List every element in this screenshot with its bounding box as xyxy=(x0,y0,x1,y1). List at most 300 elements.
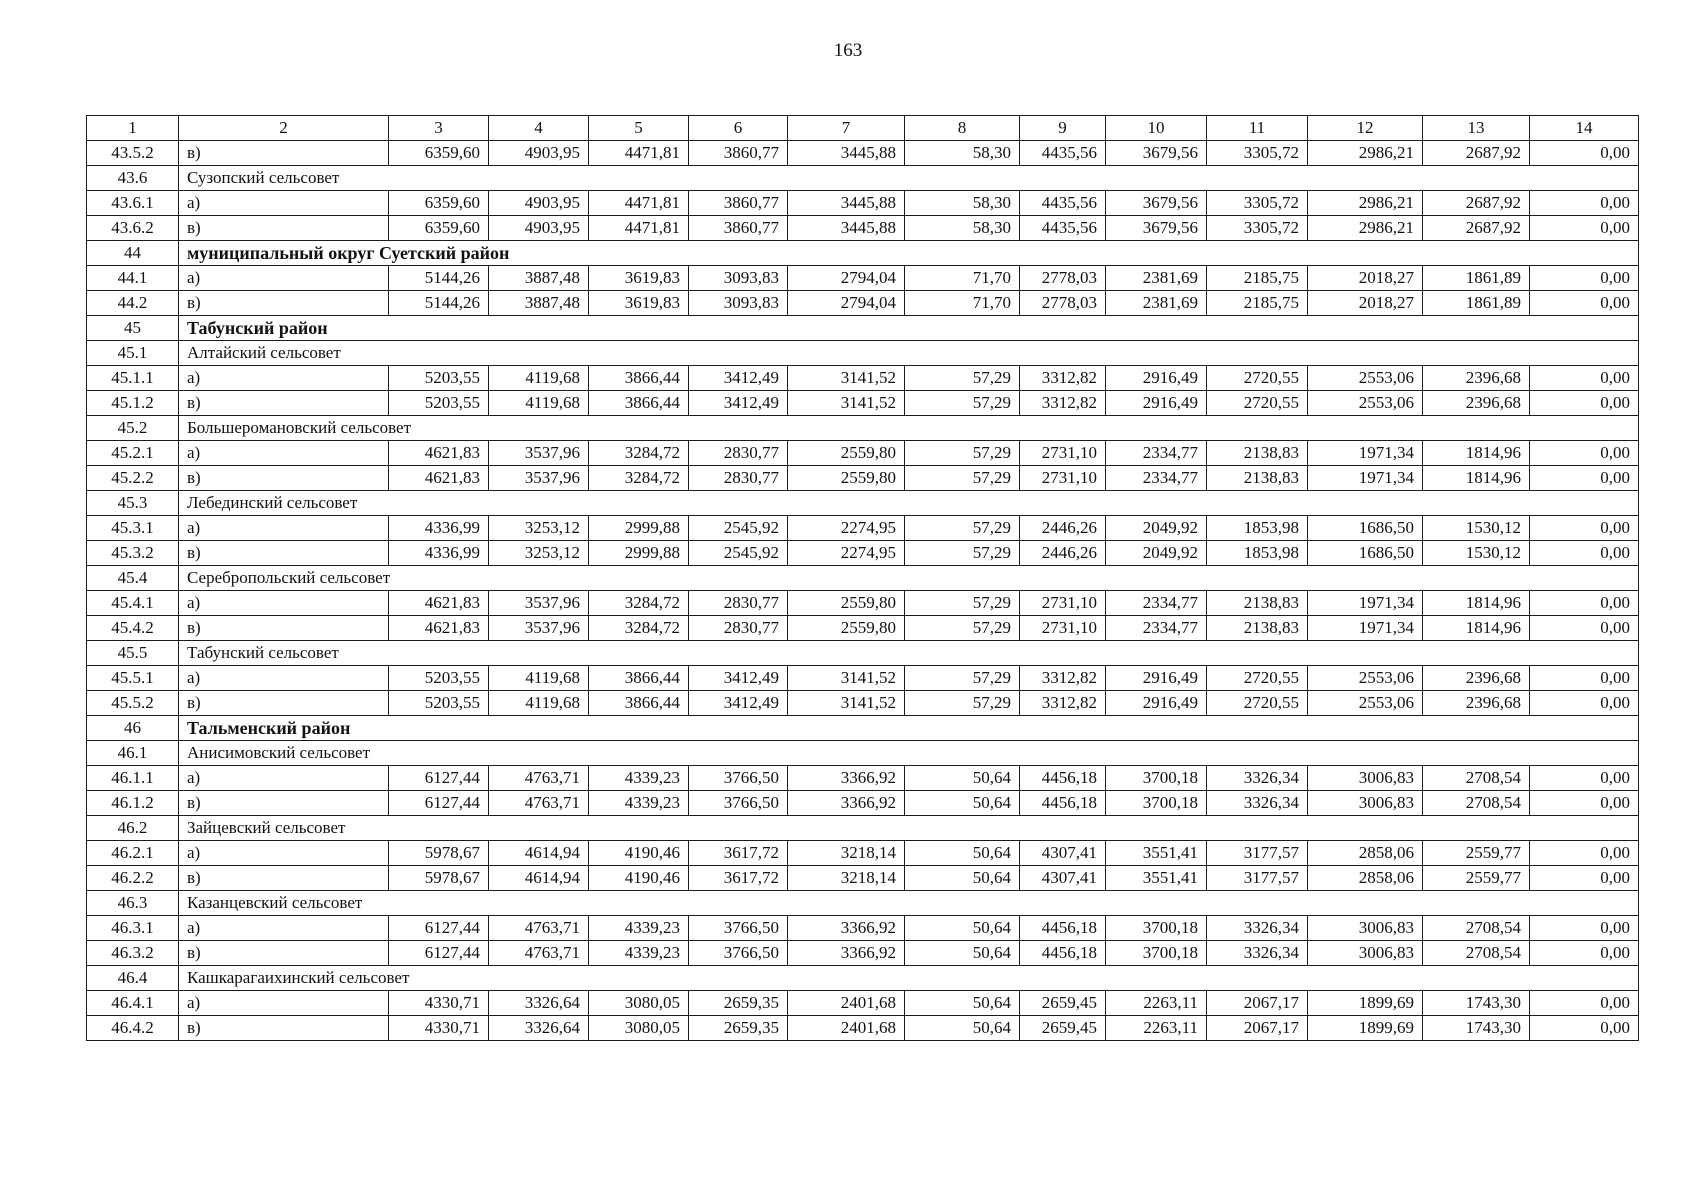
row-label: а) xyxy=(179,916,389,941)
row-number: 45.2.2 xyxy=(87,466,179,491)
value-cell-col-14: 0,00 xyxy=(1530,266,1639,291)
value-cell-col-11: 2138,83 xyxy=(1207,616,1308,641)
column-number-8: 8 xyxy=(905,116,1020,141)
value-cell-col-7: 2559,80 xyxy=(788,441,905,466)
row-number: 45.4 xyxy=(87,566,179,591)
value-cell-col-14: 0,00 xyxy=(1530,441,1639,466)
settlement-header-row xyxy=(87,891,1639,916)
value-cell-col-4: 3537,96 xyxy=(489,441,589,466)
value-cell-col-11: 3305,72 xyxy=(1207,191,1308,216)
row-label: в) xyxy=(179,941,389,966)
settlement-name: Алтайский сельсовет xyxy=(179,341,1639,366)
value-cell-col-4: 4119,68 xyxy=(489,391,589,416)
value-cell-col-11: 3305,72 xyxy=(1207,216,1308,241)
settlement-header-row xyxy=(87,816,1639,841)
value-cell-col-9: 4456,18 xyxy=(1020,791,1106,816)
value-cell-col-12: 1971,34 xyxy=(1308,466,1423,491)
value-cell-col-8: 57,29 xyxy=(905,541,1020,566)
value-cell-col-10: 2916,49 xyxy=(1106,366,1207,391)
value-cell-col-10: 2263,11 xyxy=(1106,1016,1207,1041)
row-label: в) xyxy=(179,141,389,166)
value-cell-col-12: 1686,50 xyxy=(1308,541,1423,566)
value-cell-col-9: 2659,45 xyxy=(1020,1016,1106,1041)
value-cell-col-11: 2138,83 xyxy=(1207,466,1308,491)
value-cell-col-4: 4903,95 xyxy=(489,191,589,216)
table-row xyxy=(87,866,1639,891)
value-cell-col-8: 58,30 xyxy=(905,216,1020,241)
value-cell-col-8: 57,29 xyxy=(905,666,1020,691)
value-cell-col-13: 2687,92 xyxy=(1423,141,1530,166)
value-cell-col-4: 3326,64 xyxy=(489,991,589,1016)
value-cell-col-3: 6359,60 xyxy=(389,141,489,166)
row-number: 45.4.2 xyxy=(87,616,179,641)
value-cell-col-10: 2334,77 xyxy=(1106,466,1207,491)
row-number: 46.2 xyxy=(87,816,179,841)
value-cell-col-14: 0,00 xyxy=(1530,616,1639,641)
value-cell-col-3: 4621,83 xyxy=(389,466,489,491)
value-cell-col-12: 2553,06 xyxy=(1308,666,1423,691)
value-cell-col-10: 3551,41 xyxy=(1106,866,1207,891)
value-cell-col-5: 4471,81 xyxy=(589,191,689,216)
value-cell-col-6: 3093,83 xyxy=(689,266,788,291)
district-name: муниципальный округ Суетский район xyxy=(179,241,1639,266)
value-cell-col-11: 3326,34 xyxy=(1207,916,1308,941)
value-cell-col-6: 2830,77 xyxy=(689,616,788,641)
value-cell-col-3: 5203,55 xyxy=(389,366,489,391)
value-cell-col-10: 3679,56 xyxy=(1106,191,1207,216)
value-cell-col-9: 4435,56 xyxy=(1020,141,1106,166)
value-cell-col-9: 4435,56 xyxy=(1020,191,1106,216)
column-number-2: 2 xyxy=(179,116,389,141)
value-cell-col-6: 3617,72 xyxy=(689,866,788,891)
value-cell-col-8: 58,30 xyxy=(905,191,1020,216)
row-label: в) xyxy=(179,616,389,641)
district-header-row xyxy=(87,316,1639,341)
value-cell-col-4: 4763,71 xyxy=(489,941,589,966)
district-header-row xyxy=(87,716,1639,741)
column-number-7: 7 xyxy=(788,116,905,141)
value-cell-col-13: 2708,54 xyxy=(1423,766,1530,791)
value-cell-col-6: 3766,50 xyxy=(689,916,788,941)
value-cell-col-11: 2138,83 xyxy=(1207,591,1308,616)
value-cell-col-5: 2999,88 xyxy=(589,516,689,541)
value-cell-col-14: 0,00 xyxy=(1530,791,1639,816)
value-cell-col-7: 3141,52 xyxy=(788,391,905,416)
value-cell-col-13: 2559,77 xyxy=(1423,866,1530,891)
value-cell-col-11: 2720,55 xyxy=(1207,391,1308,416)
row-label: в) xyxy=(179,291,389,316)
column-number-13: 13 xyxy=(1423,116,1530,141)
value-cell-col-6: 3617,72 xyxy=(689,841,788,866)
value-cell-col-3: 6359,60 xyxy=(389,191,489,216)
value-cell-col-4: 3887,48 xyxy=(489,291,589,316)
row-number: 45 xyxy=(87,316,179,341)
value-cell-col-13: 1814,96 xyxy=(1423,591,1530,616)
value-cell-col-3: 5203,55 xyxy=(389,391,489,416)
value-cell-col-4: 3326,64 xyxy=(489,1016,589,1041)
value-cell-col-5: 3080,05 xyxy=(589,1016,689,1041)
table-row xyxy=(87,366,1639,391)
value-cell-col-5: 2999,88 xyxy=(589,541,689,566)
value-cell-col-11: 1853,98 xyxy=(1207,516,1308,541)
value-cell-col-6: 3766,50 xyxy=(689,766,788,791)
row-number: 45.3.1 xyxy=(87,516,179,541)
table-row xyxy=(87,916,1639,941)
value-cell-col-13: 1861,89 xyxy=(1423,291,1530,316)
value-cell-col-9: 2659,45 xyxy=(1020,991,1106,1016)
value-cell-col-8: 50,64 xyxy=(905,791,1020,816)
value-cell-col-7: 3445,88 xyxy=(788,216,905,241)
row-number: 45.1 xyxy=(87,341,179,366)
value-cell-col-7: 2559,80 xyxy=(788,466,905,491)
value-cell-col-5: 4339,23 xyxy=(589,791,689,816)
row-number: 43.6.1 xyxy=(87,191,179,216)
value-cell-col-6: 3412,49 xyxy=(689,666,788,691)
value-cell-col-12: 3006,83 xyxy=(1308,916,1423,941)
value-cell-col-8: 50,64 xyxy=(905,866,1020,891)
value-cell-col-11: 1853,98 xyxy=(1207,541,1308,566)
value-cell-col-3: 4336,99 xyxy=(389,516,489,541)
value-cell-col-9: 2778,03 xyxy=(1020,291,1106,316)
value-cell-col-7: 3445,88 xyxy=(788,141,905,166)
value-cell-col-6: 2659,35 xyxy=(689,991,788,1016)
value-cell-col-5: 3284,72 xyxy=(589,616,689,641)
value-cell-col-9: 2778,03 xyxy=(1020,266,1106,291)
value-cell-col-14: 0,00 xyxy=(1530,541,1639,566)
value-cell-col-3: 6359,60 xyxy=(389,216,489,241)
column-number-3: 3 xyxy=(389,116,489,141)
table-row xyxy=(87,616,1639,641)
table-row xyxy=(87,516,1639,541)
value-cell-col-5: 3866,44 xyxy=(589,366,689,391)
value-cell-col-14: 0,00 xyxy=(1530,191,1639,216)
value-cell-col-7: 2401,68 xyxy=(788,1016,905,1041)
value-cell-col-13: 2687,92 xyxy=(1423,191,1530,216)
row-label: в) xyxy=(179,1016,389,1041)
value-cell-col-10: 3700,18 xyxy=(1106,791,1207,816)
row-label: а) xyxy=(179,766,389,791)
value-cell-col-10: 2334,77 xyxy=(1106,616,1207,641)
row-number: 45.3 xyxy=(87,491,179,516)
value-cell-col-4: 4763,71 xyxy=(489,916,589,941)
value-cell-col-13: 1743,30 xyxy=(1423,991,1530,1016)
value-cell-col-11: 3326,34 xyxy=(1207,791,1308,816)
value-cell-col-14: 0,00 xyxy=(1530,141,1639,166)
value-cell-col-6: 3860,77 xyxy=(689,216,788,241)
value-cell-col-13: 1814,96 xyxy=(1423,441,1530,466)
value-cell-col-4: 3253,12 xyxy=(489,516,589,541)
value-cell-col-8: 50,64 xyxy=(905,991,1020,1016)
value-cell-col-6: 3766,50 xyxy=(689,941,788,966)
value-cell-col-7: 3218,14 xyxy=(788,866,905,891)
value-cell-col-13: 2708,54 xyxy=(1423,791,1530,816)
value-cell-col-4: 3253,12 xyxy=(489,541,589,566)
row-label: а) xyxy=(179,666,389,691)
value-cell-col-3: 5978,67 xyxy=(389,866,489,891)
value-cell-col-10: 3679,56 xyxy=(1106,216,1207,241)
value-cell-col-6: 3412,49 xyxy=(689,391,788,416)
value-cell-col-5: 3284,72 xyxy=(589,591,689,616)
value-cell-col-3: 5144,26 xyxy=(389,266,489,291)
value-cell-col-4: 3537,96 xyxy=(489,616,589,641)
value-cell-col-7: 3366,92 xyxy=(788,916,905,941)
table-row xyxy=(87,666,1639,691)
value-cell-col-3: 6127,44 xyxy=(389,916,489,941)
value-cell-col-11: 2138,83 xyxy=(1207,441,1308,466)
value-cell-col-12: 1899,69 xyxy=(1308,1016,1423,1041)
value-cell-col-14: 0,00 xyxy=(1530,866,1639,891)
row-number: 45.3.2 xyxy=(87,541,179,566)
column-number-5: 5 xyxy=(589,116,689,141)
value-cell-col-10: 2263,11 xyxy=(1106,991,1207,1016)
row-number: 44.1 xyxy=(87,266,179,291)
settlement-header-row xyxy=(87,491,1639,516)
value-cell-col-13: 1814,96 xyxy=(1423,616,1530,641)
value-cell-col-4: 4903,95 xyxy=(489,141,589,166)
value-cell-col-4: 4763,71 xyxy=(489,766,589,791)
value-cell-col-13: 1743,30 xyxy=(1423,1016,1530,1041)
value-cell-col-13: 1814,96 xyxy=(1423,466,1530,491)
settlement-name: Лебединский сельсовет xyxy=(179,491,1639,516)
value-cell-col-5: 3866,44 xyxy=(589,391,689,416)
value-cell-col-3: 5978,67 xyxy=(389,841,489,866)
value-cell-col-5: 3866,44 xyxy=(589,666,689,691)
value-cell-col-12: 2553,06 xyxy=(1308,366,1423,391)
settlement-header-row xyxy=(87,416,1639,441)
value-cell-col-10: 2381,69 xyxy=(1106,291,1207,316)
value-cell-col-9: 2731,10 xyxy=(1020,616,1106,641)
row-number: 43.5.2 xyxy=(87,141,179,166)
district-name: Тальменский район xyxy=(179,716,1639,741)
value-cell-col-13: 2708,54 xyxy=(1423,941,1530,966)
value-cell-col-8: 50,64 xyxy=(905,766,1020,791)
value-cell-col-9: 3312,82 xyxy=(1020,366,1106,391)
value-cell-col-11: 2067,17 xyxy=(1207,1016,1308,1041)
value-cell-col-4: 4119,68 xyxy=(489,666,589,691)
value-cell-col-5: 4339,23 xyxy=(589,941,689,966)
value-cell-col-13: 1861,89 xyxy=(1423,266,1530,291)
value-cell-col-5: 3284,72 xyxy=(589,466,689,491)
value-cell-col-3: 4330,71 xyxy=(389,1016,489,1041)
value-cell-col-6: 3860,77 xyxy=(689,141,788,166)
row-label: а) xyxy=(179,266,389,291)
value-cell-col-7: 2274,95 xyxy=(788,516,905,541)
value-cell-col-9: 2446,26 xyxy=(1020,541,1106,566)
value-cell-col-5: 4190,46 xyxy=(589,841,689,866)
settlement-name: Зайцевский сельсовет xyxy=(179,816,1639,841)
settlement-header-row xyxy=(87,566,1639,591)
settlement-header-row xyxy=(87,741,1639,766)
table-row xyxy=(87,191,1639,216)
value-cell-col-12: 2553,06 xyxy=(1308,391,1423,416)
row-number: 46.4.1 xyxy=(87,991,179,1016)
column-number-4: 4 xyxy=(489,116,589,141)
value-cell-col-12: 3006,83 xyxy=(1308,766,1423,791)
value-cell-col-3: 6127,44 xyxy=(389,791,489,816)
row-label: а) xyxy=(179,841,389,866)
value-cell-col-10: 2049,92 xyxy=(1106,516,1207,541)
value-cell-col-6: 3766,50 xyxy=(689,791,788,816)
settlement-header-row xyxy=(87,166,1639,191)
value-cell-col-14: 0,00 xyxy=(1530,841,1639,866)
row-number: 46.3 xyxy=(87,891,179,916)
value-cell-col-5: 4339,23 xyxy=(589,766,689,791)
value-cell-col-6: 3860,77 xyxy=(689,191,788,216)
value-cell-col-3: 5144,26 xyxy=(389,291,489,316)
table-row xyxy=(87,216,1639,241)
value-cell-col-6: 2830,77 xyxy=(689,466,788,491)
value-cell-col-11: 2185,75 xyxy=(1207,266,1308,291)
settlement-name: Анисимовский сельсовет xyxy=(179,741,1639,766)
value-cell-col-7: 3141,52 xyxy=(788,366,905,391)
value-cell-col-11: 2067,17 xyxy=(1207,991,1308,1016)
district-header-row xyxy=(87,241,1639,266)
table-row xyxy=(87,766,1639,791)
value-cell-col-9: 4456,18 xyxy=(1020,916,1106,941)
value-cell-col-10: 2916,49 xyxy=(1106,391,1207,416)
value-cell-col-3: 4336,99 xyxy=(389,541,489,566)
value-cell-col-8: 57,29 xyxy=(905,691,1020,716)
value-cell-col-9: 4456,18 xyxy=(1020,941,1106,966)
value-cell-col-6: 2830,77 xyxy=(689,441,788,466)
value-cell-col-4: 4763,71 xyxy=(489,791,589,816)
table-row xyxy=(87,591,1639,616)
value-cell-col-7: 3366,92 xyxy=(788,791,905,816)
value-cell-col-8: 58,30 xyxy=(905,141,1020,166)
column-number-header-row xyxy=(87,116,1639,141)
value-cell-col-4: 3537,96 xyxy=(489,591,589,616)
value-cell-col-10: 2049,92 xyxy=(1106,541,1207,566)
row-number: 45.4.1 xyxy=(87,591,179,616)
table-row xyxy=(87,441,1639,466)
value-cell-col-8: 50,64 xyxy=(905,941,1020,966)
row-number: 45.5.1 xyxy=(87,666,179,691)
row-number: 45.5.2 xyxy=(87,691,179,716)
value-cell-col-11: 3326,34 xyxy=(1207,766,1308,791)
row-number: 43.6.2 xyxy=(87,216,179,241)
value-cell-col-11: 2720,55 xyxy=(1207,366,1308,391)
row-number: 46.1 xyxy=(87,741,179,766)
column-number-12: 12 xyxy=(1308,116,1423,141)
value-cell-col-13: 1530,12 xyxy=(1423,541,1530,566)
row-number: 45.2 xyxy=(87,416,179,441)
value-cell-col-8: 57,29 xyxy=(905,391,1020,416)
value-cell-col-10: 3679,56 xyxy=(1106,141,1207,166)
value-cell-col-13: 2708,54 xyxy=(1423,916,1530,941)
value-cell-col-12: 2018,27 xyxy=(1308,291,1423,316)
column-number-1: 1 xyxy=(87,116,179,141)
value-cell-col-14: 0,00 xyxy=(1530,291,1639,316)
value-cell-col-12: 3006,83 xyxy=(1308,941,1423,966)
row-label: в) xyxy=(179,541,389,566)
value-cell-col-11: 3177,57 xyxy=(1207,866,1308,891)
value-cell-col-12: 2986,21 xyxy=(1308,216,1423,241)
value-cell-col-12: 1899,69 xyxy=(1308,991,1423,1016)
value-cell-col-14: 0,00 xyxy=(1530,516,1639,541)
value-cell-col-11: 3305,72 xyxy=(1207,141,1308,166)
row-label: в) xyxy=(179,791,389,816)
value-cell-col-9: 4307,41 xyxy=(1020,841,1106,866)
row-number: 46.4 xyxy=(87,966,179,991)
value-cell-col-3: 6127,44 xyxy=(389,941,489,966)
table-row xyxy=(87,791,1639,816)
table-row xyxy=(87,391,1639,416)
value-cell-col-3: 6127,44 xyxy=(389,766,489,791)
value-cell-col-4: 4614,94 xyxy=(489,841,589,866)
value-cell-col-12: 1686,50 xyxy=(1308,516,1423,541)
value-cell-col-10: 2381,69 xyxy=(1106,266,1207,291)
value-cell-col-9: 4456,18 xyxy=(1020,766,1106,791)
settlement-header-row xyxy=(87,641,1639,666)
settlement-name: Сузопский сельсовет xyxy=(179,166,1639,191)
value-cell-col-14: 0,00 xyxy=(1530,591,1639,616)
settlement-header-row xyxy=(87,341,1639,366)
value-cell-col-11: 2185,75 xyxy=(1207,291,1308,316)
value-cell-col-8: 57,29 xyxy=(905,616,1020,641)
value-cell-col-3: 4621,83 xyxy=(389,591,489,616)
column-number-6: 6 xyxy=(689,116,788,141)
value-cell-col-13: 2687,92 xyxy=(1423,216,1530,241)
value-cell-col-3: 5203,55 xyxy=(389,691,489,716)
value-cell-col-14: 0,00 xyxy=(1530,666,1639,691)
row-label: в) xyxy=(179,216,389,241)
value-cell-col-14: 0,00 xyxy=(1530,1016,1639,1041)
value-cell-col-8: 50,64 xyxy=(905,916,1020,941)
value-cell-col-11: 2720,55 xyxy=(1207,666,1308,691)
row-label: а) xyxy=(179,366,389,391)
district-name: Табунский район xyxy=(179,316,1639,341)
value-cell-col-7: 2559,80 xyxy=(788,616,905,641)
value-cell-col-8: 57,29 xyxy=(905,441,1020,466)
row-number: 46.1.2 xyxy=(87,791,179,816)
row-number: 44.2 xyxy=(87,291,179,316)
row-number: 46.4.2 xyxy=(87,1016,179,1041)
row-number: 45.1.2 xyxy=(87,391,179,416)
table-row xyxy=(87,291,1639,316)
value-cell-col-8: 71,70 xyxy=(905,291,1020,316)
value-cell-col-12: 3006,83 xyxy=(1308,791,1423,816)
value-cell-col-13: 1530,12 xyxy=(1423,516,1530,541)
column-number-9: 9 xyxy=(1020,116,1106,141)
settlement-name: Казанцевский сельсовет xyxy=(179,891,1639,916)
value-cell-col-13: 2559,77 xyxy=(1423,841,1530,866)
value-cell-col-7: 2794,04 xyxy=(788,291,905,316)
value-cell-col-3: 5203,55 xyxy=(389,666,489,691)
value-cell-col-9: 2446,26 xyxy=(1020,516,1106,541)
value-cell-col-8: 57,29 xyxy=(905,466,1020,491)
value-cell-col-12: 1971,34 xyxy=(1308,591,1423,616)
value-cell-col-8: 57,29 xyxy=(905,366,1020,391)
value-cell-col-6: 3412,49 xyxy=(689,366,788,391)
column-number-11: 11 xyxy=(1207,116,1308,141)
row-number: 45.5 xyxy=(87,641,179,666)
value-cell-col-6: 2659,35 xyxy=(689,1016,788,1041)
value-cell-col-12: 1971,34 xyxy=(1308,616,1423,641)
value-cell-col-14: 0,00 xyxy=(1530,391,1639,416)
table-row xyxy=(87,266,1639,291)
value-cell-col-9: 3312,82 xyxy=(1020,391,1106,416)
value-cell-col-9: 4307,41 xyxy=(1020,866,1106,891)
settlement-name: Табунский сельсовет xyxy=(179,641,1639,666)
value-cell-col-9: 4435,56 xyxy=(1020,216,1106,241)
value-cell-col-10: 3700,18 xyxy=(1106,941,1207,966)
value-cell-col-7: 3366,92 xyxy=(788,766,905,791)
value-cell-col-7: 2559,80 xyxy=(788,591,905,616)
value-cell-col-10: 2916,49 xyxy=(1106,691,1207,716)
value-cell-col-5: 3619,83 xyxy=(589,266,689,291)
value-cell-col-6: 3093,83 xyxy=(689,291,788,316)
settlement-header-row xyxy=(87,966,1639,991)
